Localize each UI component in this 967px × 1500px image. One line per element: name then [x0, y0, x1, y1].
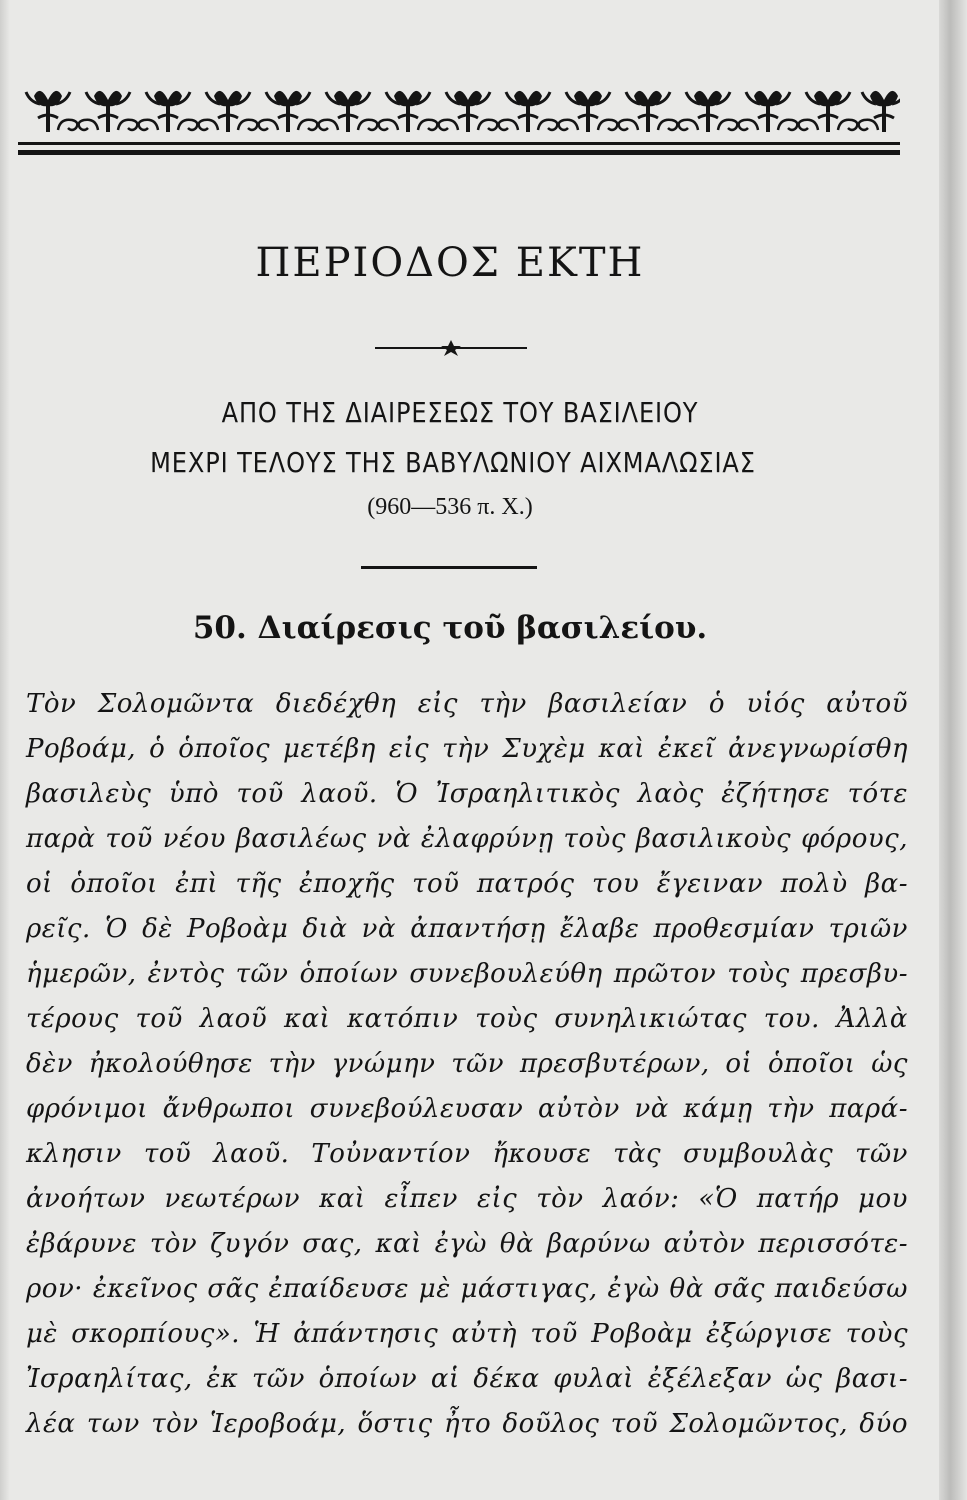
text-line: παρὰ τοῦ νέου βασιλέως νὰ ἐλαφρύνῃ τοὺς βασιλικοὺς φόρους, [26, 824, 908, 854]
text-line: οἱ ὁποῖοι ἐπὶ τῆς ἐποχῆς τοῦ πατρός του ἔγειναν πολὺ βα- [26, 869, 908, 899]
section-heading: 50. Διαίρεσις τοῦ βασιλείου. [192, 610, 708, 646]
text-line: ἡμερῶν, ἐντὸς τῶν ὁποίων συνεβουλεύθη πρῶτον τοὺς πρεσβυ- [26, 959, 908, 989]
chapter-subtitle-line-2: ΜΕΧΡΙ ΤΕΛΟΥΣ ΤΗΣ ΒΑΒΥΛΩΝΙΟΥ ΑΙΧΜΑΛΩΣΙΑΣ [150, 446, 756, 479]
chapter-date-range: (960—536 π. Χ.) [367, 494, 533, 520]
text-line: δὲν ἠκολούθησε τὴν γνώμην τῶν πρεσβυτέρων, οἱ ὁποῖοι ὡς [26, 1049, 908, 1079]
chapter-subtitle-line-1: ΑΠΟ ΤΗΣ ΔΙΑΙΡΕΣΕΩΣ ΤΟΥ ΒΑΣΙΛΕΙΟΥ [221, 396, 699, 429]
text-line: βασιλεὺς ὑπὸ τοῦ λαοῦ. Ὁ Ἰσραηλιτικὸς λαὸς ἐζήτησε τότε [26, 779, 908, 809]
text-line: λέα των τὸν Ἱεροβοάμ, ὅστις ἦτο δοῦλος τοῦ Σολομῶντος, δύο [26, 1409, 908, 1439]
text-line: Ἰσραηλίτας, ἐκ τῶν ὁποίων αἱ δέκα φυλαὶ ἐξέλεξαν ὡς βασι- [26, 1364, 908, 1394]
page-title: ΠΕΡΙΟΔΟΣ ΕΚΤΗ [255, 240, 645, 286]
page-edge [939, 0, 967, 1500]
lotus-row [26, 91, 900, 132]
text-line: ρεῖς. Ὁ δὲ Ροβοὰμ διὰ νὰ ἀπαντήσῃ ἔλαβε προθεσμίαν τριῶν [26, 914, 908, 944]
page-gutter-shadow [0, 0, 10, 1500]
text-line: ἐβάρυνε τὸν ζυγόν σας, καὶ ἐγὼ θὰ βαρύνω αὐτὸν περισσότε- [26, 1229, 908, 1259]
text-line: ἀνοήτων νεωτέρων καὶ εἶπεν εἰς τὸν λαόν: «Ὁ πατήρ μου [26, 1184, 908, 1214]
text-line: Ροβοάμ, ὁ ὁποῖος μετέβη εἰς τὴν Συχὲμ καὶ ἐκεῖ ἀνεγνωρίσθη [26, 734, 908, 764]
text-line: μὲ σκορπίους». Ἡ ἀπάντησις αὐτὴ τοῦ Ροβοὰμ ἐξώργισε τοὺς [26, 1319, 908, 1349]
body-paragraph [26, 682, 908, 1447]
text-line: Τὸν Σολομῶντα διεδέχθη εἰς τὴν βασιλείαν ὁ υἱός αὐτοῦ [26, 689, 908, 719]
decorative-header-border [18, 90, 900, 162]
horizontal-rule [361, 566, 537, 569]
text-line: ρον· ἐκεῖνος σᾶς ἐπαίδευσε μὲ μάστιγας, ἐγὼ θὰ σᾶς παιδεύσω [26, 1274, 908, 1304]
text-line: τέρους τοῦ λαοῦ καὶ κατόπιν τοὺς συνηλικιώτας του. Ἀλλὰ [26, 1004, 908, 1034]
text-line: κλησιν τοῦ λαοῦ. Τοὐναντίον ἤκουσε τὰς συμβουλὰς τῶν [26, 1139, 908, 1169]
text-line: φρόνιμοι ἄνθρωποι συνεβούλευσαν αὐτὸν νὰ κάμῃ τὴν παρά- [26, 1094, 908, 1124]
star-divider [375, 338, 527, 358]
